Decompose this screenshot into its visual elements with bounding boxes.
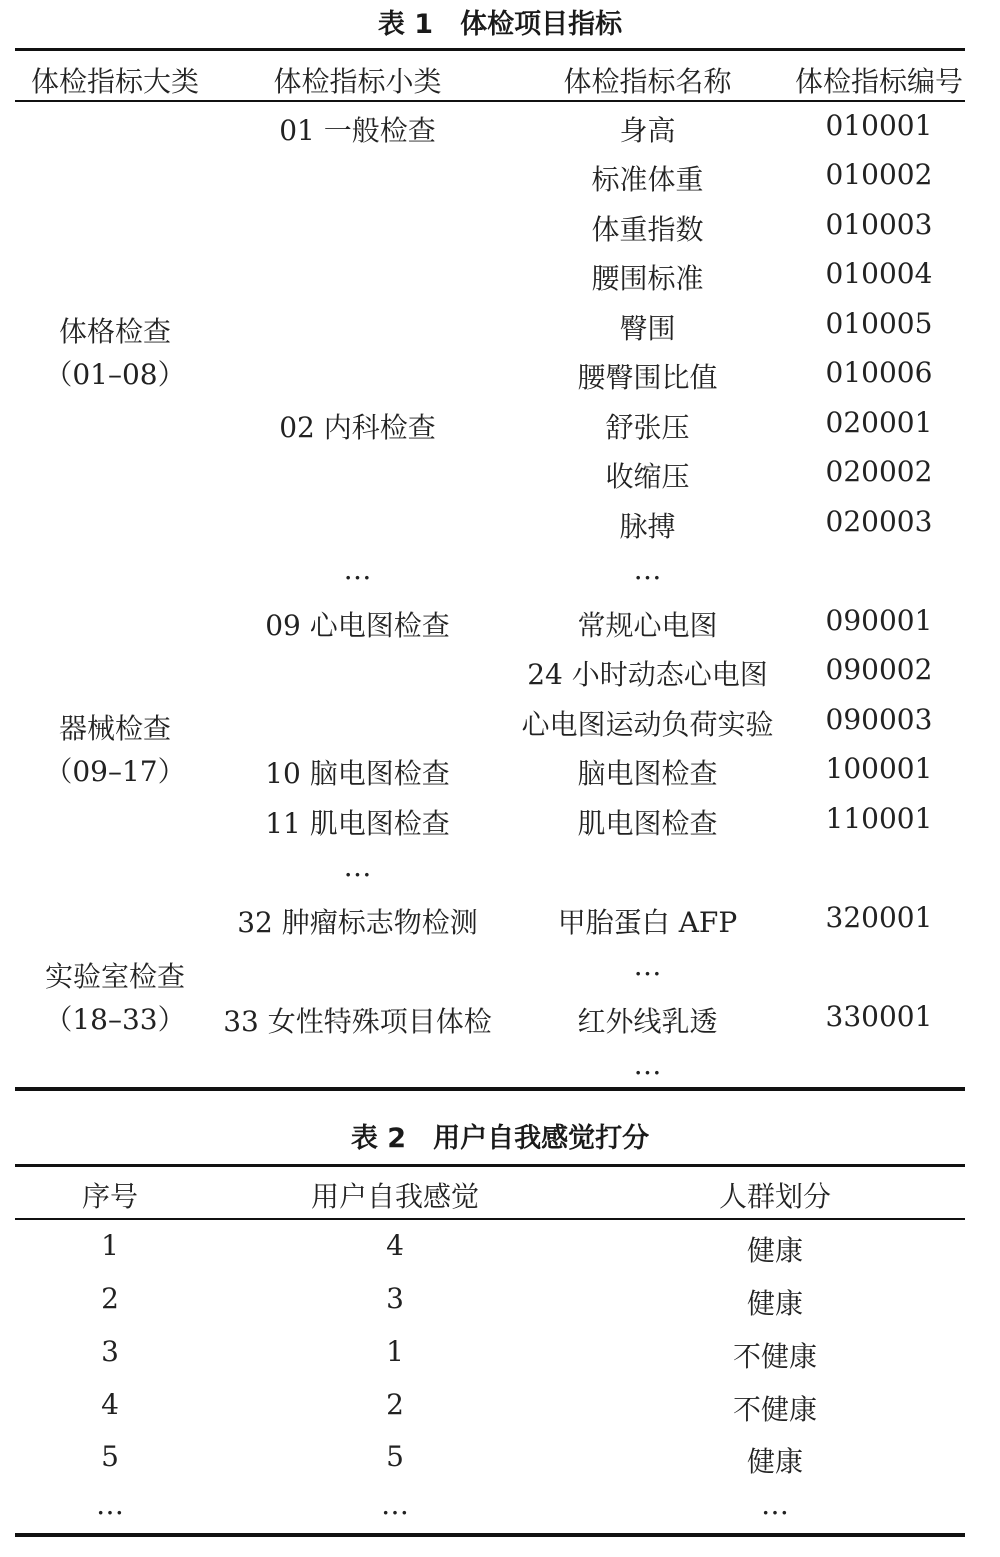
subcategory-label: 11 肌电图检查 [265,807,450,840]
indicator-code: 110001 [825,802,933,835]
indicator-name: 腰臀围比值 [577,361,718,394]
table1-top-rule [15,48,965,51]
indicator-name: 舒张压 [605,411,690,444]
subcategory-label: 02 内科检查 [279,411,436,444]
table2-cell-group: 不健康 [732,1340,817,1373]
indicator-name: 收缩压 [605,460,690,493]
indicator-code: 020001 [825,406,933,439]
table2-header-rule [15,1218,965,1220]
table2-top-rule [15,1164,965,1167]
category-range: （18–33） [44,1003,186,1036]
indicator-ellipsis: … [633,1048,662,1081]
category-name: 体格检查 [58,315,171,348]
indicator-name: 身高 [619,114,676,147]
indicator-name: 臀围 [619,312,676,345]
table2-cell-index: 4 [101,1388,119,1421]
indicator-name: 腰围标准 [591,262,704,295]
indicator-code: 090002 [825,653,933,686]
indicator-name: 心电图运动负荷实验 [521,708,774,741]
table1-header-indicator-code: 体检指标编号 [795,65,964,98]
indicator-ellipsis: … [633,553,662,586]
table2-cell-score: 3 [386,1282,404,1315]
indicator-code: 010001 [825,109,933,142]
indicator-code: 010002 [825,158,933,191]
indicator-code: 090003 [825,703,933,736]
subcategory-label: 10 脑电图检查 [265,757,450,790]
indicator-name: 脑电图检查 [577,757,718,790]
indicator-code: 330001 [825,1000,933,1033]
indicator-ellipsis: … [633,949,662,982]
indicator-code: 100001 [825,752,933,785]
indicator-name: 常规心电图 [577,609,718,642]
indicator-code: 020003 [825,505,933,538]
indicator-name: 肌电图检查 [577,807,718,840]
indicator-name: 24 小时动态心电图 [527,658,768,691]
table2-cell-group: 不健康 [732,1393,817,1426]
table2-cell-ellipsis: … [96,1488,124,1521]
indicator-code: 010003 [825,208,933,241]
table2-cell-group: 健康 [746,1445,803,1478]
table2-cell-index: 1 [101,1229,119,1262]
indicator-code: 320001 [825,901,933,934]
table2-header-self-feeling: 用户自我感觉 [310,1180,479,1213]
table2-cell-score: 2 [386,1388,404,1421]
indicator-name: 甲胎蛋白 AFP [557,906,738,939]
indicator-code: 010006 [825,356,933,389]
subcategory-label: 32 肿瘤标志物检测 [237,906,478,939]
indicator-name: 脉搏 [619,510,676,543]
table2-bottom-rule [15,1533,965,1537]
category-name: 实验室检查 [44,960,185,993]
table2-header-index: 序号 [81,1180,138,1213]
category-range: （09–17） [44,755,186,788]
indicator-code: 010005 [825,307,933,340]
indicator-code: 010004 [825,257,933,290]
table2-cell-group: 健康 [746,1287,803,1320]
indicator-name: 标准体重 [591,163,704,196]
subcategory-label: 01 一般检查 [279,114,436,147]
table1-header-indicator-name: 体检指标名称 [563,65,732,98]
subcategory-ellipsis: … [343,850,372,883]
subcategory-label: 33 女性特殊项目体检 [223,1005,492,1038]
table2-cell-ellipsis: … [381,1488,409,1521]
table1-title: 表 1 体检项目指标 [377,9,623,40]
table2-header-group: 人群划分 [718,1180,831,1213]
table2-cell-index: 2 [101,1282,119,1315]
table2-cell-score: 1 [386,1335,404,1368]
subcategory-ellipsis: … [343,553,372,586]
table2-cell-index: 5 [101,1440,119,1473]
indicator-name: 红外线乳透 [577,1005,718,1038]
table2-cell-score: 4 [386,1229,404,1262]
table1-header-major-category: 体检指标大类 [30,65,199,98]
table2-cell-ellipsis: … [761,1488,789,1521]
table1-header-rule [15,100,965,102]
table2-title: 表 2 用户自我感觉打分 [350,1123,650,1154]
table2-cell-index: 3 [101,1335,119,1368]
indicator-code: 020002 [825,455,933,488]
indicator-code: 090001 [825,604,933,637]
table2-cell-score: 5 [386,1440,404,1473]
subcategory-label: 09 心电图检查 [265,609,450,642]
category-range: （01–08） [44,358,186,391]
table2-cell-group: 健康 [746,1234,803,1267]
table1-bottom-rule [15,1087,965,1091]
category-name: 器械检查 [58,712,171,745]
table1-header-minor-category: 体检指标小类 [273,65,442,98]
indicator-name: 体重指数 [591,213,704,246]
